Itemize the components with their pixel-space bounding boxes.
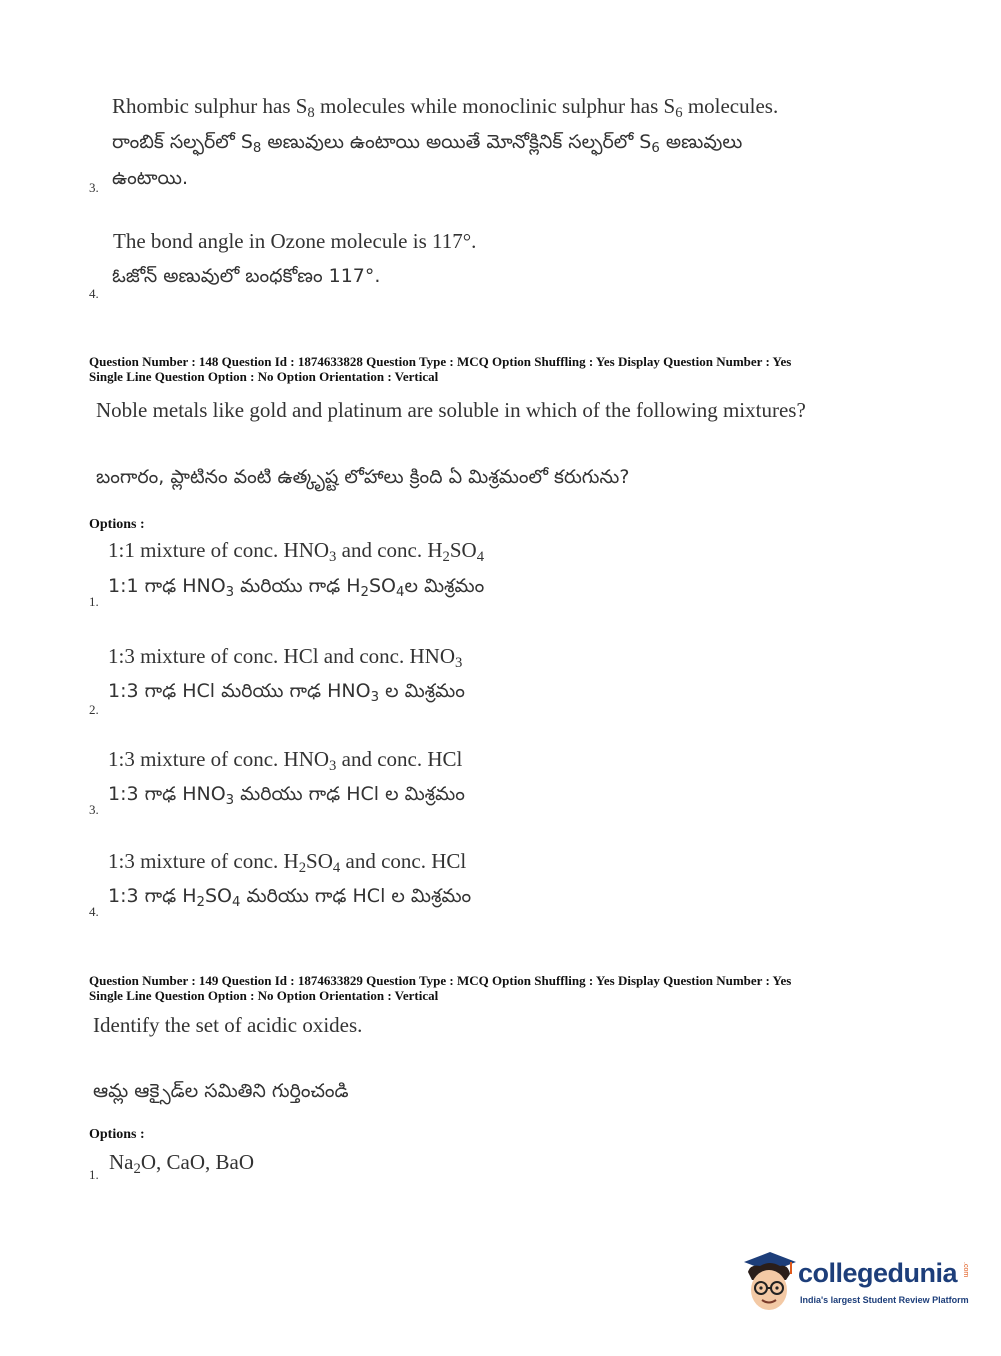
brand-tagline: India's largest Student Review Platform bbox=[800, 1295, 969, 1305]
mascot-icon bbox=[740, 1250, 798, 1314]
q148-option4-text-te: 1:3 గాఢ $H_2SO_4$ మరియు గాఢ HCl ల మిశ్రమం bbox=[108, 885, 472, 910]
brand-suffix: .com bbox=[962, 1262, 969, 1278]
q148-meta-line2: Single Line Question Option : No Option Orientation : Vertical bbox=[89, 369, 439, 384]
q148-option3-number: 3. bbox=[89, 802, 99, 817]
prev-option4-number: 4. bbox=[89, 286, 99, 301]
q149-option1-number: 1. bbox=[89, 1167, 99, 1182]
q148-meta-line1: Question Number : 148 Question Id : 1874633828 Question Type : MCQ Option Shuffling : Yes Display Question Number : Yes bbox=[89, 354, 792, 369]
q148-option2-number: 2. bbox=[89, 702, 99, 717]
q149-option1-text-en: $Na_2O$, CaO, BaO bbox=[109, 1150, 254, 1177]
q148-question-en: Noble metals like gold and platinum are soluble in which of the following mixtures? bbox=[96, 398, 806, 422]
q148-question-te: బంగారం, ప్లాటినం వంటి ఉత్కృష్ట లోహాలు క్రింది ఏ మిశ్రమంలో కరుగును? bbox=[96, 466, 630, 488]
q148-option4-text-en: 1:3 mixture of conc. $H_2SO_4$ and conc. HCl bbox=[108, 849, 467, 876]
brand-name: collegedunia bbox=[798, 1258, 958, 1288]
prev-option3-text-te: రాంబిక్ సల్ఫర్‌లో $S_8$ అణువులు ఉంటాయి అయితే మోనోక్లినిక్ సల్ఫర్‌లో $S_6$ అణువులు bbox=[112, 131, 743, 156]
q148-option2-text-te: 1:3 గాఢ HCl మరియు గాఢ $HNO_3$ ల మిశ్రమం bbox=[108, 680, 465, 705]
prev-option3-number: 3. bbox=[89, 180, 99, 195]
q148-option1-text-en: 1:1 mixture of conc. $HNO_3$ and conc. $H_2SO_4$ bbox=[108, 538, 485, 565]
q148-option3-text-te: 1:3 గాఢ $HNO_3$ మరియు గాఢ HCl ల మిశ్రమం bbox=[108, 783, 465, 808]
q148-option2-text-en: 1:3 mixture of conc. HCl and conc. $HNO_3$ bbox=[108, 644, 463, 671]
prev-option3-text-en: Rhombic sulphur has $S_8$ molecules while monoclinic sulphur has $S_6$ molecules. bbox=[112, 94, 779, 121]
q148-option1-number: 1. bbox=[89, 594, 99, 609]
q148-option1-text-te: 1:1 గాఢ $HNO_3$ మరియు గాఢ $H_2SO_4ల$ మిశ్రమం bbox=[108, 575, 485, 600]
q148-option3-text-en: 1:3 mixture of conc. $HNO_3$ and conc. HCl bbox=[108, 747, 463, 774]
q148-option4-number: 4. bbox=[89, 904, 99, 919]
q149-question-en: Identify the set of acidic oxides. bbox=[93, 1013, 363, 1037]
q149-question-te: ఆమ్ల ఆక్సైడ్‌ల సమితిని గుర్తించండి bbox=[93, 1080, 349, 1102]
q149-meta-line1: Question Number : 149 Question Id : 1874633829 Question Type : MCQ Option Shuffling : Yes Display Question Number : Yes bbox=[89, 973, 792, 988]
prev-option3-text-te-cont: ఉంటాయి. bbox=[112, 167, 189, 189]
prev-option4-text-te: ఓజోన్ అణువులో బంధకోణం 117°. bbox=[112, 265, 381, 287]
q149-options-label: Options : bbox=[89, 1127, 145, 1142]
prev-option4-text-en: The bond angle in Ozone molecule is 117°. bbox=[113, 229, 477, 253]
q149-meta-line2: Single Line Question Option : No Option Orientation : Vertical bbox=[89, 988, 439, 1003]
q148-options-label: Options : bbox=[89, 517, 145, 532]
collegedunia-logo bbox=[740, 1250, 970, 1314]
